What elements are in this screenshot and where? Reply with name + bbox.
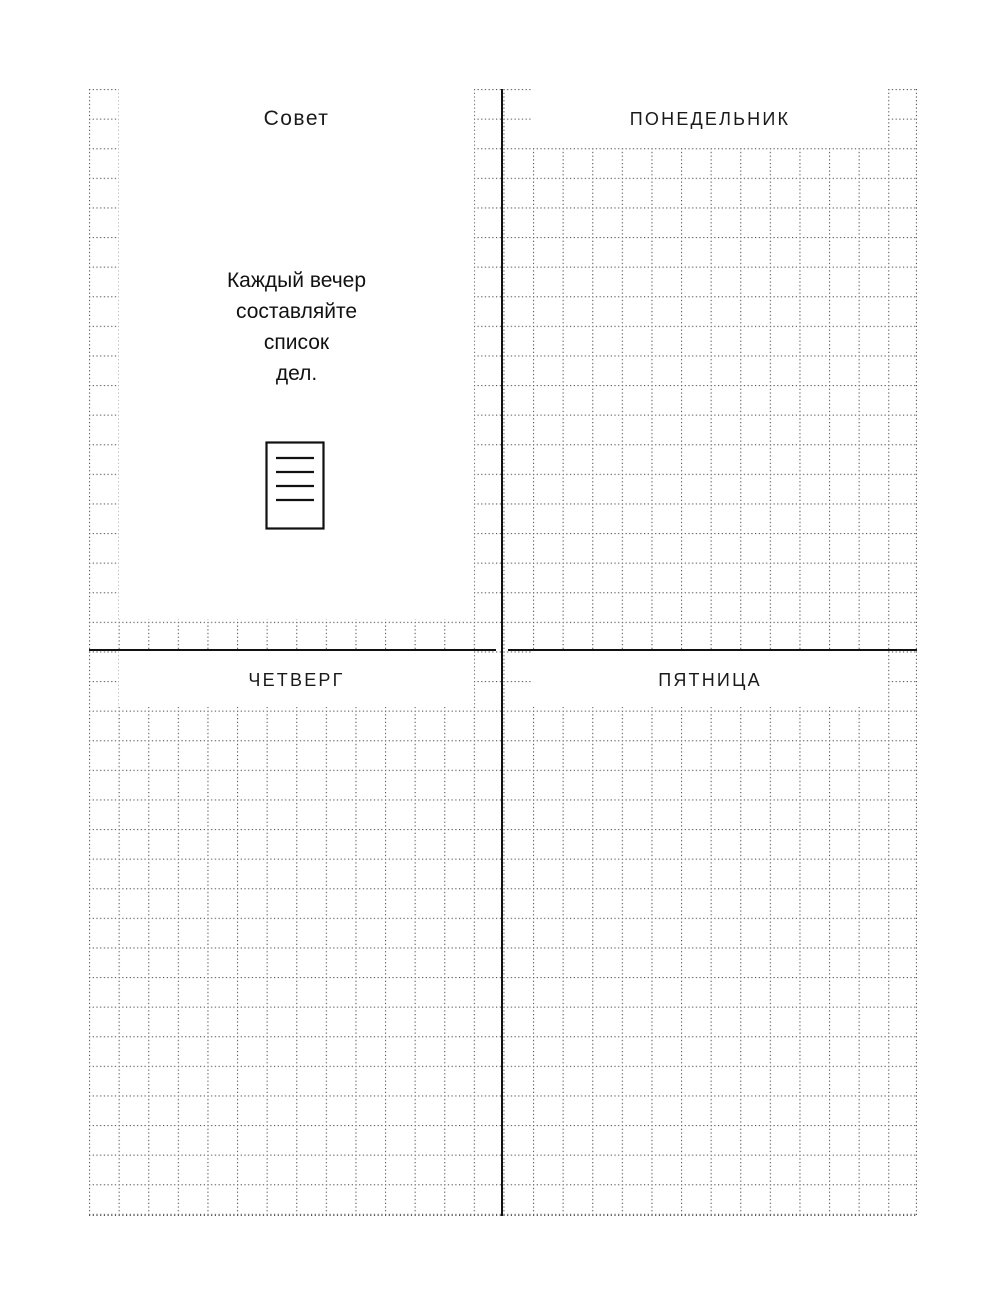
day-label-monday: ПОНЕДЕЛЬНИК (629, 108, 791, 129)
horizontal-divider-left (89, 649, 496, 651)
vertical-divider (501, 89, 503, 1216)
tip-line: список (263, 331, 330, 354)
monday-header-box (533, 89, 887, 147)
tip-panel (119, 89, 474, 619)
thursday-header-box (119, 651, 474, 707)
tip-line: дел. (275, 362, 318, 385)
day-label-friday: ПЯТНИЦА (658, 669, 762, 690)
planner-grid (89, 89, 917, 1216)
horizontal-divider-right (508, 649, 917, 651)
day-label-thursday: ЧЕТВЕРГ (248, 669, 345, 690)
friday-header-box (533, 651, 887, 707)
document-list-icon (265, 441, 327, 533)
tip-text (119, 265, 474, 389)
tip-line: Каждый вечер (226, 269, 367, 292)
tip-line: составляйте (235, 300, 358, 323)
tip-title: Совет (263, 107, 330, 130)
